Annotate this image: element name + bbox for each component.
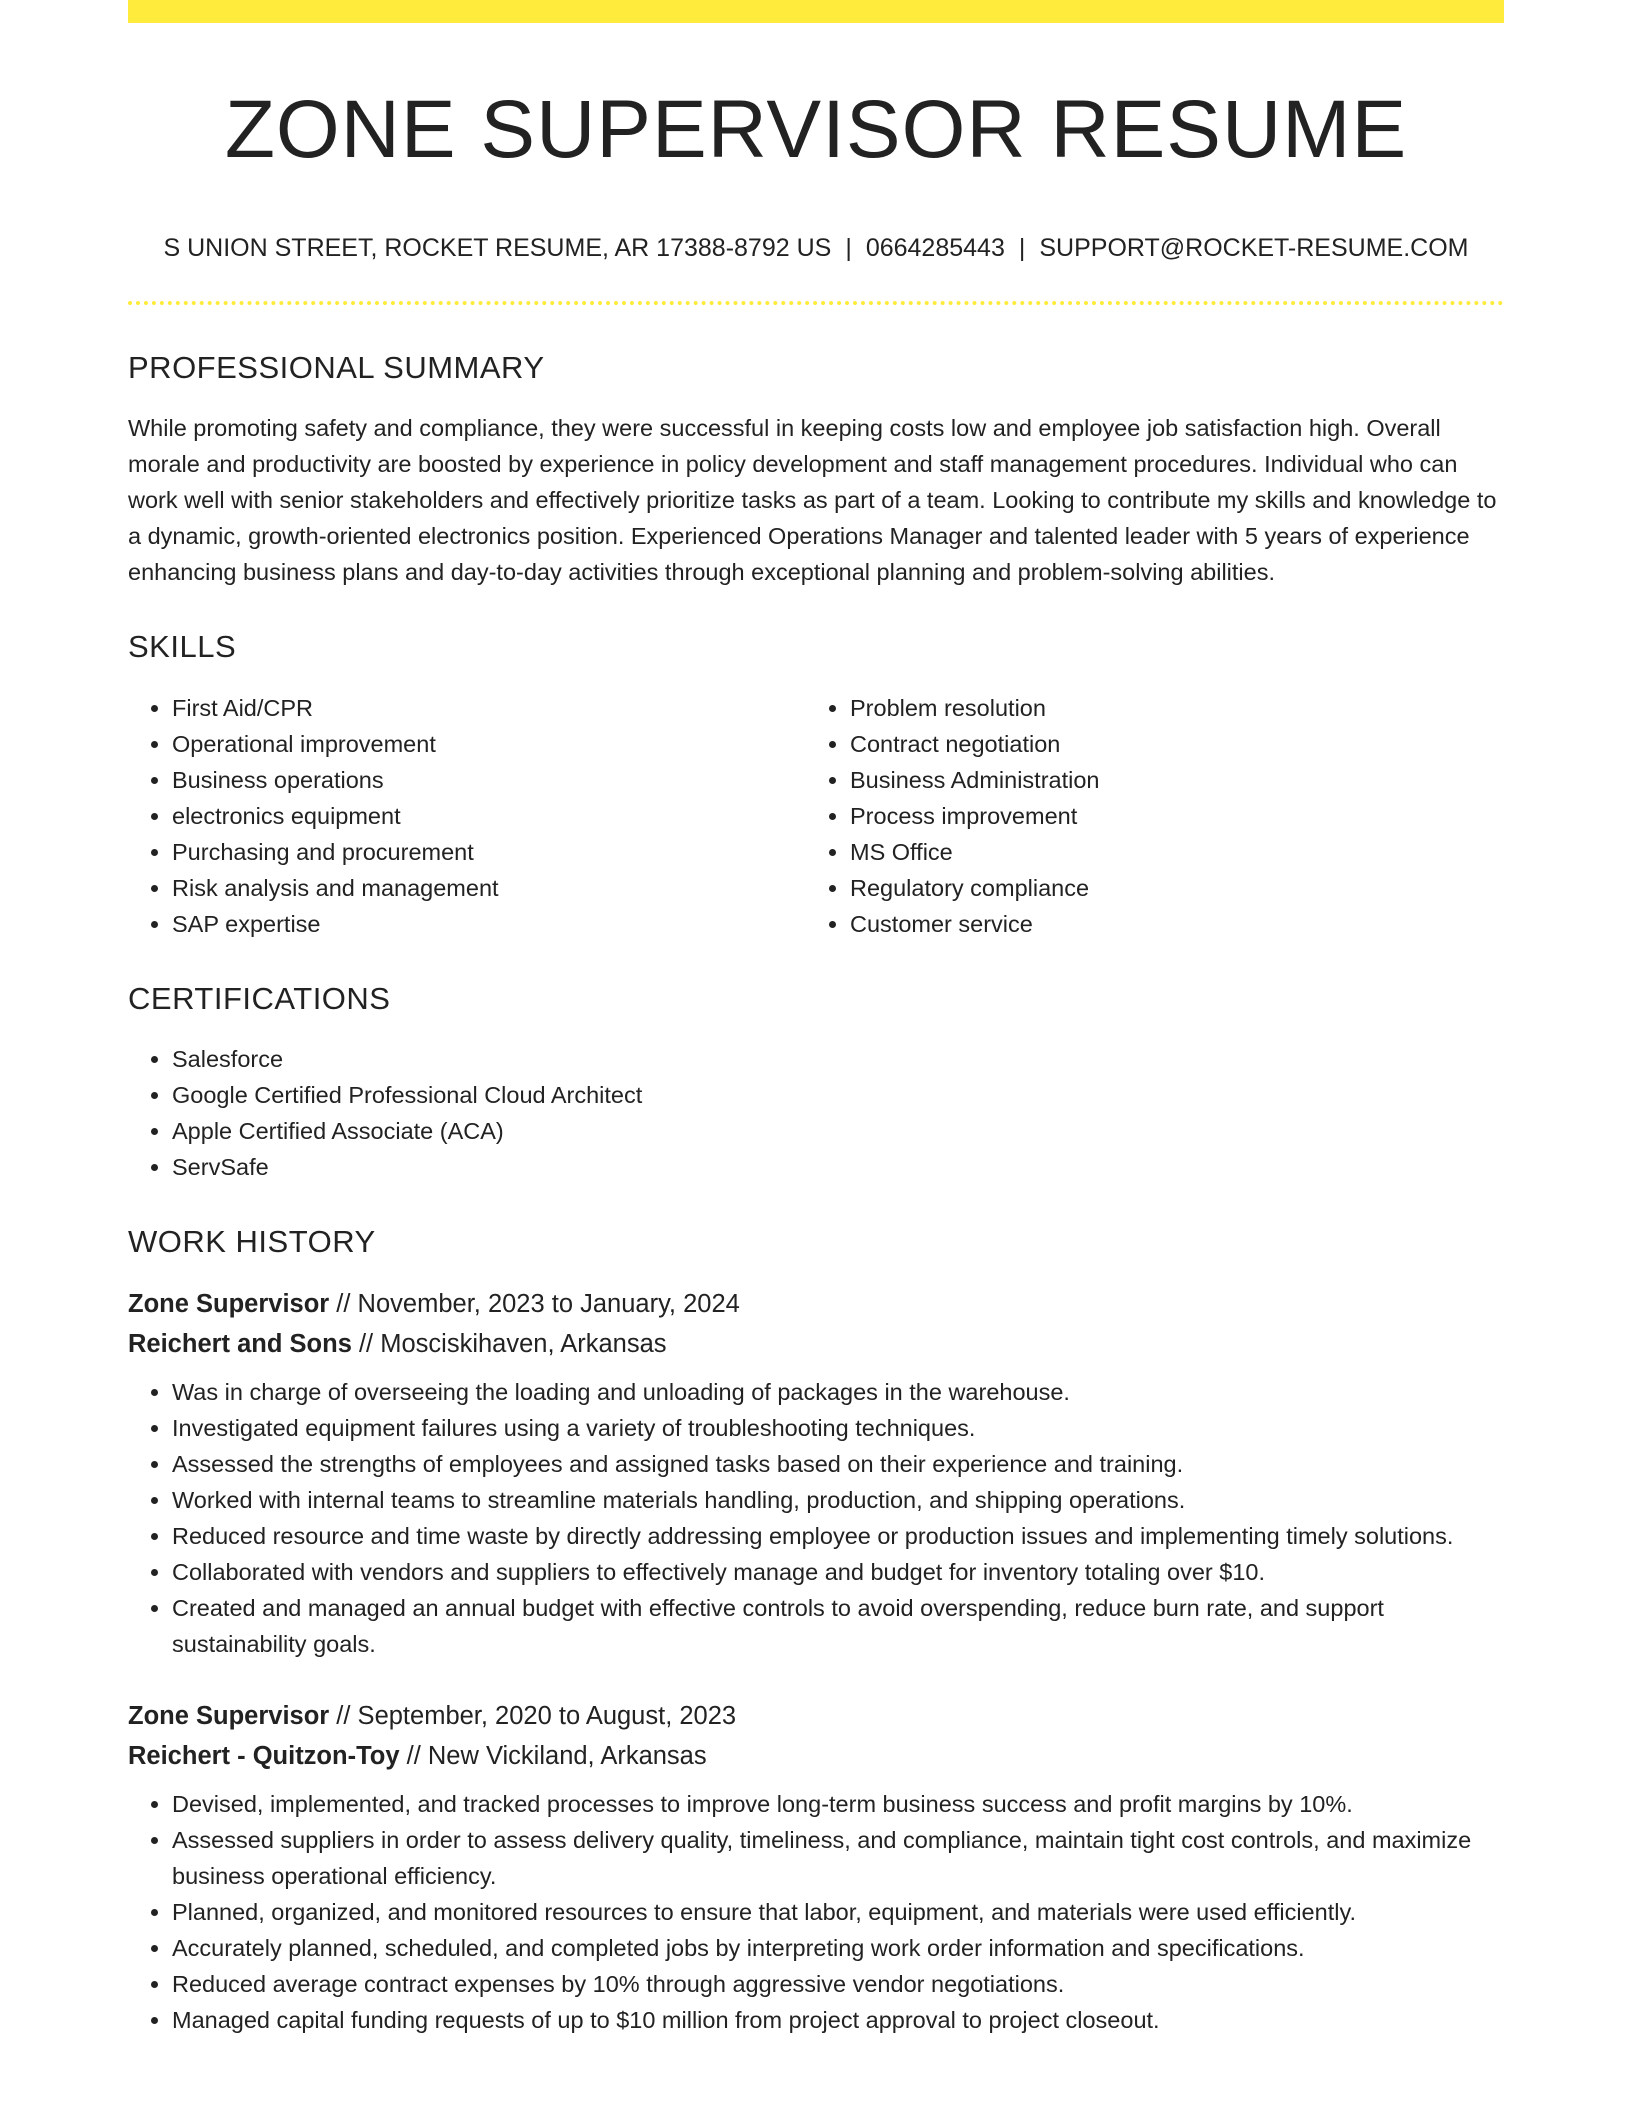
skill-item: • electronics equipment bbox=[172, 798, 806, 834]
skill-item: • MS Office bbox=[850, 834, 1484, 870]
summary-heading: PROFESSIONAL SUMMARY bbox=[128, 350, 545, 386]
job-bullet: • Created and managed an annual budget with effective controls to avoid overspending, reduce burn rate, and support sustainability goals. bbox=[172, 1590, 1504, 1662]
job-location: // New Vickiland, Arkansas bbox=[399, 1741, 707, 1770]
certification-item: • ServSafe bbox=[172, 1149, 1504, 1185]
job-bullet-list bbox=[128, 1374, 1504, 1662]
job-bullet: • Reduced resource and time waste by directly addressing employee or production issues and implementing timely solutions. bbox=[172, 1518, 1504, 1554]
contact-separator: | bbox=[1018, 234, 1026, 263]
resume-page bbox=[128, 0, 1504, 2038]
skill-item: • First Aid/CPR bbox=[172, 690, 806, 726]
job-entry bbox=[128, 1696, 1504, 2038]
job-bullet: • Assessed suppliers in order to assess delivery quality, timeliness, and compliance, maintain tight cost controls, and maximize business operational efficiency. bbox=[172, 1822, 1504, 1894]
skill-item: • Business Administration bbox=[850, 762, 1484, 798]
job-company-line bbox=[128, 1736, 1504, 1776]
contact-separator: | bbox=[845, 234, 852, 263]
email-address[interactable]: SUPPORT@ROCKET-RESUME.COM bbox=[1039, 234, 1469, 263]
skill-item: • Customer service bbox=[850, 906, 1484, 942]
job-company-line bbox=[128, 1324, 1504, 1364]
skill-item: • Contract negotiation bbox=[850, 726, 1484, 762]
skills-column-left bbox=[128, 690, 806, 942]
skill-item: • Business operations bbox=[172, 762, 806, 798]
work-history-heading: WORK HISTORY bbox=[128, 1223, 376, 1259]
phone-number: 0664285443 bbox=[865, 234, 1005, 263]
job-bullet-list bbox=[128, 1786, 1504, 2038]
contact-line bbox=[128, 233, 1504, 263]
job-company: Reichert and Sons bbox=[128, 1329, 352, 1358]
accent-bar bbox=[128, 0, 1504, 23]
job-location: // Mosciskihaven, Arkansas bbox=[351, 1329, 667, 1358]
dotted-divider bbox=[128, 301, 1504, 305]
job-bullet: • Reduced average contract expenses by 10% through aggressive vendor negotiations. bbox=[172, 1966, 1504, 2002]
job-entry bbox=[128, 1284, 1504, 1662]
skill-item: • Problem resolution bbox=[850, 690, 1484, 726]
job-bullet: • Managed capital funding requests of up to $10 million from project approval to project closeout. bbox=[172, 2002, 1504, 2038]
job-bullet: • Collaborated with vendors and suppliers to effectively manage and budget for inventory totaling over $10. bbox=[172, 1554, 1504, 1590]
skill-item: • Regulatory compliance bbox=[850, 870, 1484, 906]
skills-column-right bbox=[806, 690, 1484, 942]
certification-item: • Google Certified Professional Cloud Architect bbox=[172, 1077, 1504, 1113]
job-bullet: • Planned, organized, and monitored resources to ensure that labor, equipment, and materials were used efficiently. bbox=[172, 1894, 1504, 1930]
skill-item: • Purchasing and procurement bbox=[172, 834, 806, 870]
skill-item: • SAP expertise bbox=[172, 906, 806, 942]
job-bullet: • Investigated equipment failures using a variety of troubleshooting techniques. bbox=[172, 1410, 1504, 1446]
certification-item: • Salesforce bbox=[172, 1041, 1504, 1077]
certification-item: • Apple Certified Associate (ACA) bbox=[172, 1113, 1504, 1149]
job-bullet: • Worked with internal teams to streamline materials handling, production, and shipping operations. bbox=[172, 1482, 1504, 1518]
skills-heading: SKILLS bbox=[128, 629, 237, 665]
address: S UNION STREET, ROCKET RESUME, AR 17388-8792 US bbox=[163, 234, 832, 263]
job-role: Zone Supervisor bbox=[128, 1701, 330, 1730]
job-company: Reichert - Quitzon-Toy bbox=[128, 1741, 400, 1770]
certifications-heading: CERTIFICATIONS bbox=[128, 980, 391, 1016]
certifications-list bbox=[128, 1041, 1504, 1185]
job-bullet: • Was in charge of overseeing the loading and unloading of packages in the warehouse. bbox=[172, 1374, 1504, 1410]
skill-item: • Process improvement bbox=[850, 798, 1484, 834]
job-bullet: • Accurately planned, scheduled, and completed jobs by interpreting work order information and specifications. bbox=[172, 1930, 1504, 1966]
skill-item: • Operational improvement bbox=[172, 726, 806, 762]
job-dates: // September, 2020 to August, 2023 bbox=[329, 1701, 737, 1730]
job-bullet: • Devised, implemented, and tracked processes to improve long-term business success and profit margins by 10%. bbox=[172, 1786, 1504, 1822]
summary-text: While promoting safety and compliance, they were successful in keeping costs low and employee job satisfaction high. Overall morale and productivity are boosted by experience in policy development and staff management procedures. Individual who can work well with senior stakeholders and effectively prioritize tasks as part of a team. Looking to contribute my skills and knowledge to a dynamic, growth-oriented electronics position. Experienced Operations Manager and talented leader with 5 years of experience enhancing business plans and day-to-day activities through exceptional planning and problem-solving abilities. bbox=[128, 415, 1497, 586]
job-bullet: • Assessed the strengths of employees and assigned tasks based on their experience and training. bbox=[172, 1446, 1504, 1482]
job-title-line bbox=[128, 1284, 1504, 1324]
skills-list bbox=[128, 690, 1504, 942]
resume-title: ZONE SUPERVISOR RESUME bbox=[224, 84, 1408, 175]
job-title-line bbox=[128, 1696, 1504, 1736]
skill-item: • Risk analysis and management bbox=[172, 870, 806, 906]
job-dates: // November, 2023 to January, 2024 bbox=[329, 1289, 740, 1318]
job-role: Zone Supervisor bbox=[128, 1289, 330, 1318]
